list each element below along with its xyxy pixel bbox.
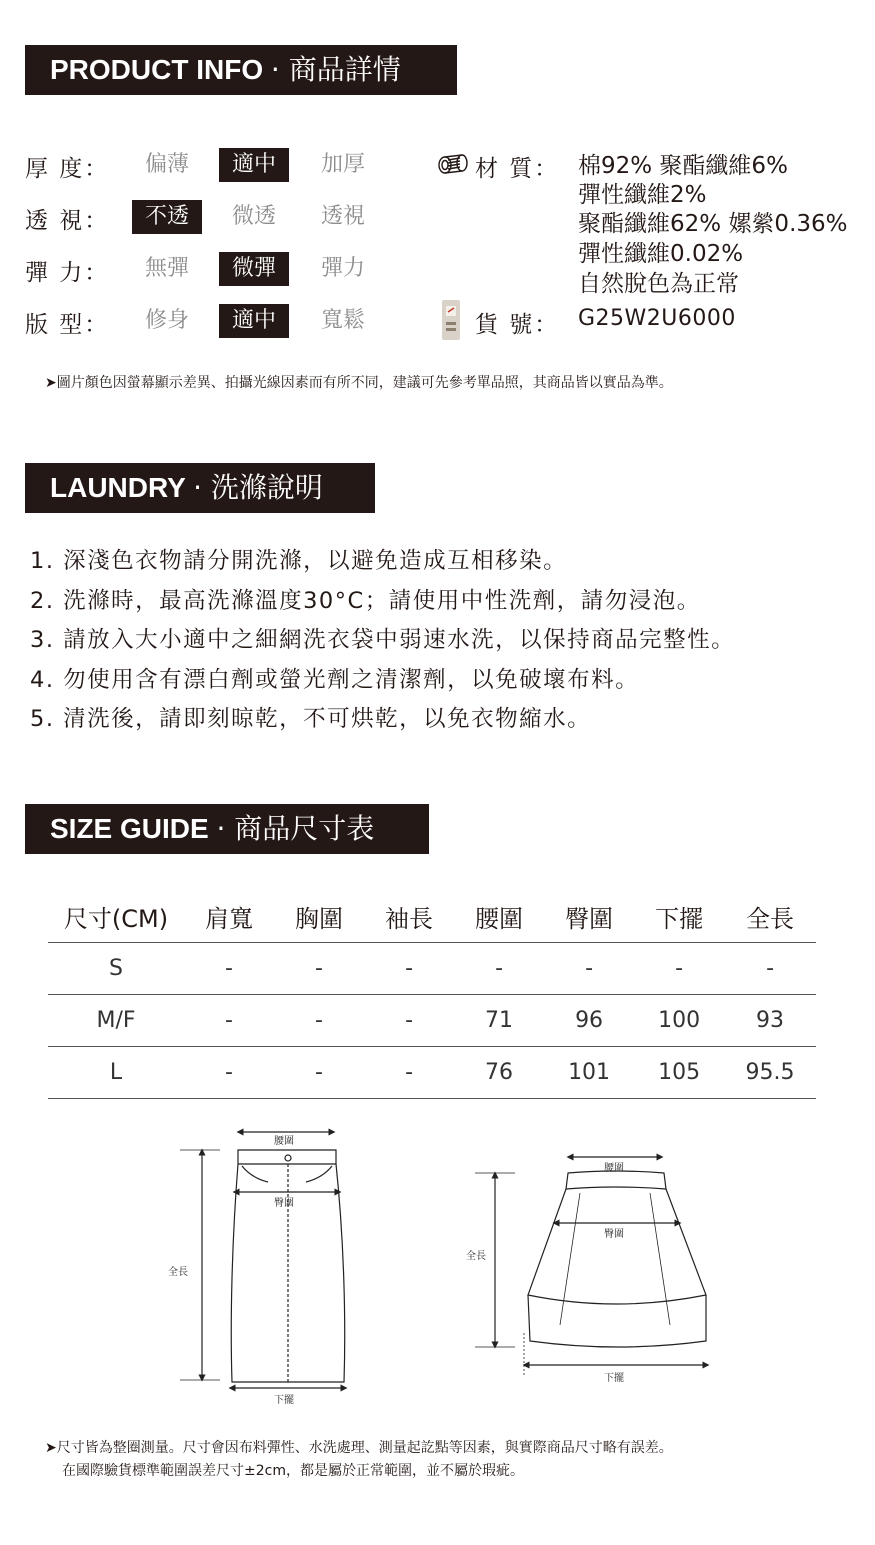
diagram-label-hem: 下擺 <box>604 1373 624 1384</box>
size-guide-subtitle: · 商品尺寸表 <box>216 812 375 845</box>
diagram-label-hip: 臀圍 <box>274 1198 294 1209</box>
table-row <box>48 995 816 1047</box>
laundry-item: 3. 請放入大小適中之細網洗衣袋中弱速水洗，以保持商品完整性。 <box>30 627 736 653</box>
column-header: 臀圍 <box>544 890 634 943</box>
material-line: 棉92% 聚酯纖維6% <box>578 153 788 179</box>
table-cell: - <box>724 943 816 995</box>
product-info-header <box>25 45 457 95</box>
size-disclaimer-line: 在國際驗貨標準範圍誤差尺寸±2cm，都是屬於正常範圍，並不屬於瑕疵。 <box>62 1463 524 1479</box>
attribute-label: 透 視： <box>25 208 110 234</box>
table-cell: 76 <box>454 1047 544 1099</box>
table-cell: - <box>364 995 454 1047</box>
product-info-title: PRODUCT INFO <box>50 54 264 85</box>
attribute-label: 彈 力： <box>25 260 110 286</box>
option: 偏薄 <box>144 152 189 177</box>
size-cell: S <box>48 943 184 995</box>
table-cell: 95.5 <box>724 1047 816 1099</box>
laundry-header <box>25 463 375 513</box>
size-cell: L <box>48 1047 184 1099</box>
column-header: 胸圍 <box>274 890 364 943</box>
size-table-header-row <box>48 890 816 943</box>
table-cell: - <box>364 1047 454 1099</box>
table-cell: 93 <box>724 995 816 1047</box>
table-cell: - <box>184 1047 274 1099</box>
option: 透視 <box>320 204 365 229</box>
tag-icon <box>440 298 462 342</box>
column-header: 全長 <box>724 890 816 943</box>
a-line-skirt-diagram <box>460 1145 720 1395</box>
color-disclaimer: ➤圖片顏色因螢幕顯示差異、拍攝光線因素而有所不同，建議可先參考單品照，其商品皆以實品為準。 <box>45 375 673 391</box>
size-disclaimer-line: ➤尺寸皆為整圈測量。尺寸會因布料彈性、水洗處理、測量起訖點等因素，與實際商品尺寸略有誤差。 <box>45 1440 673 1456</box>
pencil-skirt-diagram <box>160 1120 360 1410</box>
table-cell: - <box>274 943 364 995</box>
table-cell: - <box>454 943 544 995</box>
option-selected: 不透 <box>132 200 202 234</box>
sku-label: 貨 號： <box>475 312 560 338</box>
option: 加厚 <box>320 152 365 177</box>
sku-value: G25W2U6000 <box>578 306 736 331</box>
table-cell: 96 <box>544 995 634 1047</box>
option: 微透 <box>231 204 276 229</box>
table-cell: - <box>274 1047 364 1099</box>
table-cell: - <box>274 995 364 1047</box>
table-cell: 101 <box>544 1047 634 1099</box>
laundry-item: 4. 勿使用含有漂白劑或螢光劑之清潔劑，以免破壞布料。 <box>30 667 640 693</box>
diagram-label-hip: 臀圍 <box>604 1229 624 1240</box>
size-cell: M/F <box>48 995 184 1047</box>
diagram-label-waist: 腰圍 <box>274 1136 294 1147</box>
option: 寬鬆 <box>320 308 365 333</box>
material-note: 自然脫色為正常 <box>578 271 739 297</box>
thread-spool-icon <box>436 152 470 178</box>
table-cell: - <box>364 943 454 995</box>
table-cell: 71 <box>454 995 544 1047</box>
diagram-label-waist: 腰圍 <box>604 1163 624 1174</box>
diagram-label-length: 全長 <box>168 1267 188 1278</box>
option-selected: 適中 <box>219 148 289 182</box>
laundry-subtitle: · 洗滌說明 <box>193 471 323 504</box>
size-table <box>48 890 816 1099</box>
diagram-label-length: 全長 <box>466 1251 486 1262</box>
material-label: 材 質： <box>475 156 560 182</box>
column-header: 袖長 <box>364 890 454 943</box>
size-guide-header <box>25 804 429 854</box>
laundry-item: 2. 洗滌時，最高洗滌溫度30°C；請使用中性洗劑，請勿浸泡。 <box>30 588 701 614</box>
option: 修身 <box>144 308 189 333</box>
table-row <box>48 943 816 995</box>
option: 彈力 <box>320 256 365 281</box>
attribute-label: 版 型： <box>25 312 110 338</box>
product-info-subtitle: · 商品詳情 <box>270 53 401 86</box>
table-cell: - <box>184 943 274 995</box>
laundry-item: 5. 清洗後，請即刻晾乾，不可烘乾，以免衣物縮水。 <box>30 706 592 732</box>
table-row <box>48 1047 816 1099</box>
option-selected: 適中 <box>219 304 289 338</box>
material-line: 聚酯纖維62% 嫘縈0.36% <box>578 211 848 237</box>
table-cell: - <box>184 995 274 1047</box>
option-selected: 微彈 <box>219 252 289 286</box>
laundry-item: 1. 深淺色衣物請分開洗滌，以避免造成互相移染。 <box>30 548 568 574</box>
material-line: 彈性纖維2% <box>578 182 707 208</box>
column-header: 腰圍 <box>454 890 544 943</box>
diagram-label-hem: 下擺 <box>274 1395 294 1406</box>
attribute-label: 厚 度： <box>25 156 110 182</box>
column-header: 肩寬 <box>184 890 274 943</box>
size-guide-title: SIZE GUIDE <box>50 813 209 844</box>
column-header: 下擺 <box>634 890 724 943</box>
option: 無彈 <box>144 256 189 281</box>
table-cell: 100 <box>634 995 724 1047</box>
material-line: 彈性纖維0.02% <box>578 241 744 267</box>
table-cell: 105 <box>634 1047 724 1099</box>
laundry-title: LAUNDRY <box>50 472 186 503</box>
column-header: 尺寸(CM) <box>48 890 184 943</box>
table-cell: - <box>544 943 634 995</box>
table-cell: - <box>634 943 724 995</box>
